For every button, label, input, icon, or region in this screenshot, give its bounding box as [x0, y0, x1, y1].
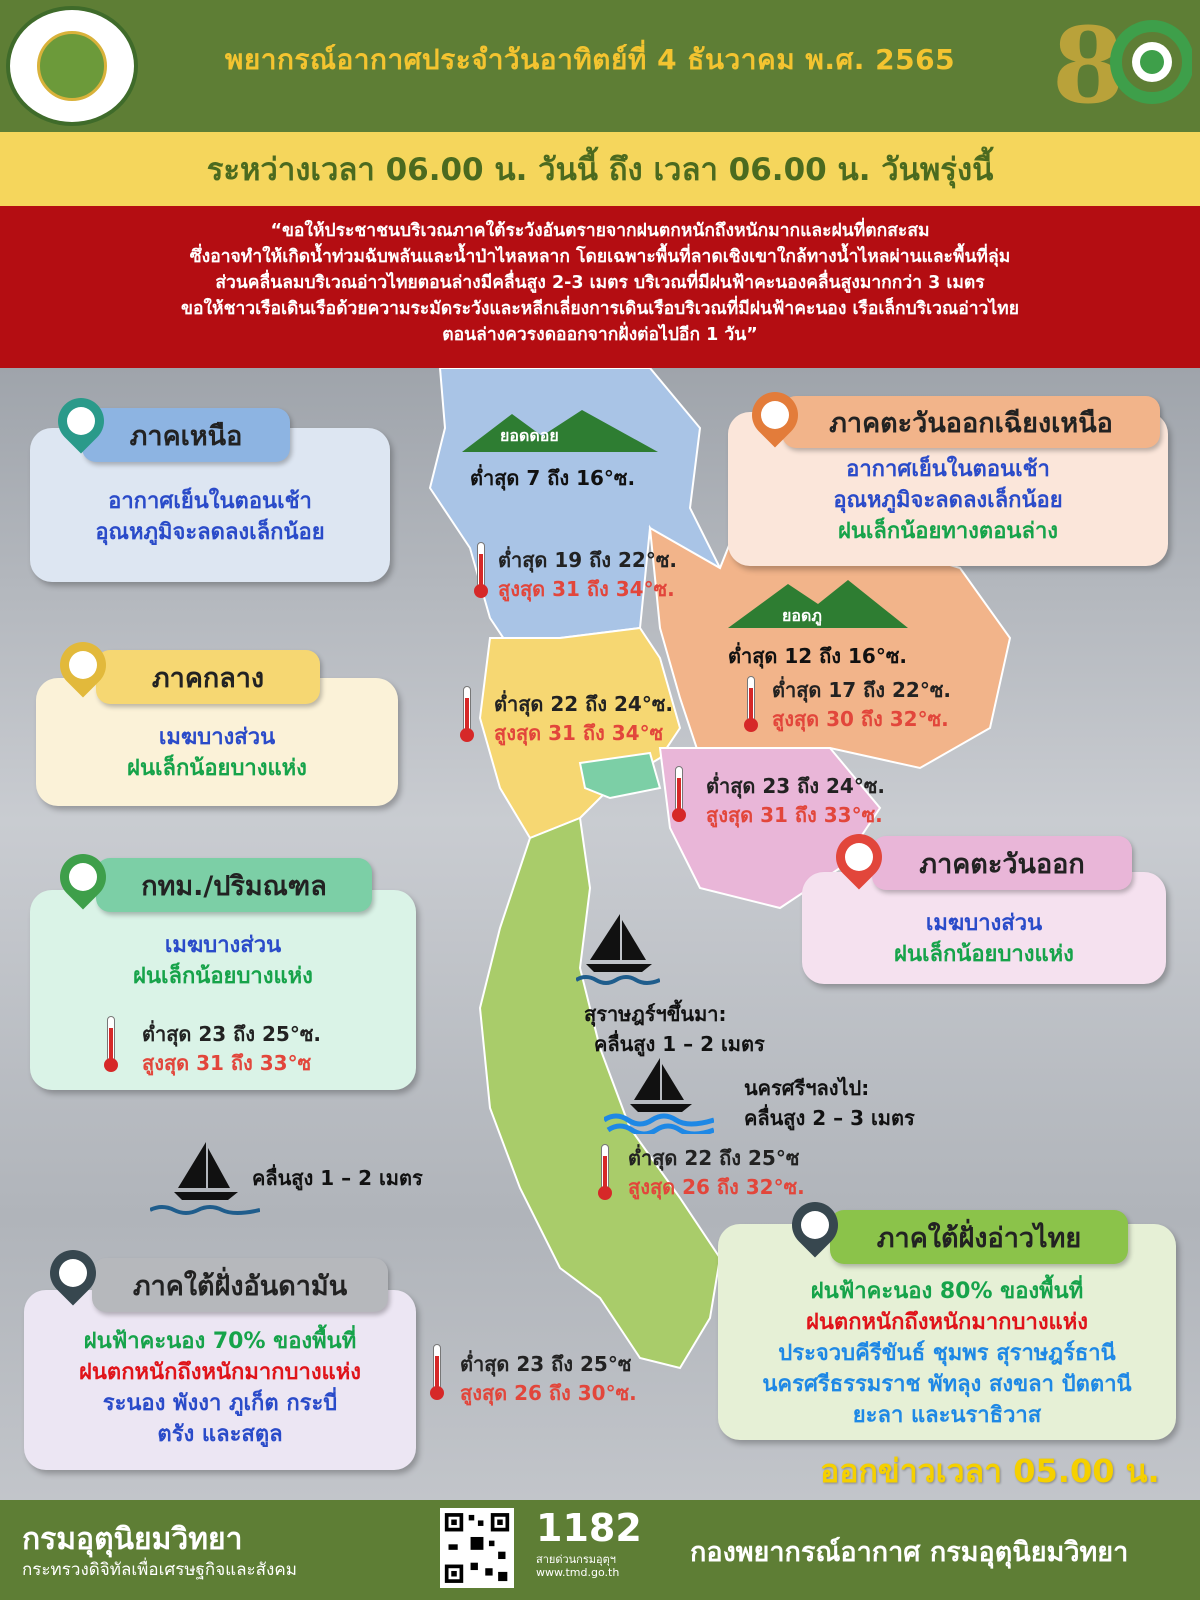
anniversary-80-logo	[1048, 10, 1192, 124]
thermometer-icon	[104, 1016, 118, 1074]
temp-east	[706, 772, 885, 830]
temp-central	[494, 690, 673, 748]
region-title-east: ภาคตะวันออก	[872, 836, 1132, 890]
ministry-name: กระทรวงดิจิทัลเพื่อเศรษฐกิจและสังคม	[22, 1560, 297, 1580]
temp-low: ต่ำสุด 22 ถึง 24°ซ.	[494, 692, 674, 716]
wave-gulf-upper-height: คลื่นสูง 1 – 2 เมตร	[594, 1032, 765, 1056]
warning-line: ตอนล่างควรงดออกจากฝั่งต่อไปอีก 1 วัน”	[442, 325, 758, 345]
temp-low: ต่ำสุด 23 ถึง 25°ซ	[460, 1352, 632, 1376]
forecast-period: ระหว่างเวลา 06.00 น. วันนี้ ถึง เวลา 06.00 น. วันพรุ่งนี้	[206, 152, 994, 188]
temp-low: ต่ำสุด 23 ถึง 25°ซ.	[142, 1022, 322, 1046]
mountain-icon	[462, 408, 658, 452]
region-title-northeast: ภาคตะวันออกเฉียงเหนือ	[782, 396, 1160, 448]
region-line: ฝนเล็กน้อยบางแห่ง	[133, 964, 313, 989]
forecast-period-bar	[0, 132, 1200, 206]
region-line: อุณหภูมิจะลดลงเล็กน้อย	[833, 488, 1063, 513]
region-line: ประจวบคีรีขันธ์ ชุมพร สุราษฎร์ธานี	[778, 1341, 1116, 1366]
thermometer-icon	[744, 676, 758, 734]
wave-andaman-height: คลื่นสูง 1 – 2 เมตร	[252, 1166, 423, 1190]
temp-high: สูงสุด 31 ถึง 34°ซ.	[498, 577, 675, 601]
issue-time: ออกข่าวเวลา 05.00 น.	[820, 1452, 1160, 1490]
warning-banner	[0, 206, 1200, 368]
warning-line: ส่วนคลื่นลมบริเวณอ่าวไทยตอนล่างมีคลื่นสูง 2-3 เมตร บริเวณที่มีฝนฟ้าคะนองคลื่นสูงมากกว่า 3 เมตร	[215, 273, 985, 293]
org-name: กรมอุตุนิยมวิทยา	[22, 1522, 243, 1557]
temp-high: สูงสุด 26 ถึง 32°ซ.	[628, 1175, 805, 1199]
temp-northeast	[772, 676, 951, 734]
region-line: เมฆบางส่วน	[158, 725, 276, 750]
temp-high: สูงสุด 30 ถึง 32°ซ.	[772, 707, 949, 731]
region-line: นครศรีธรรมราช พัทลุง สงขลา ปัตตานี	[762, 1372, 1132, 1397]
region-title-south-andaman: ภาคใต้ฝั่งอันดามัน	[92, 1258, 388, 1312]
wave-gulf-upper-area: สุราษฎร์ฯขึ้นมา:	[584, 1002, 727, 1026]
svg-text:8: 8	[1052, 10, 1125, 124]
region-title-south-gulf: ภาคใต้ฝั่งอ่าวไทย	[830, 1210, 1128, 1264]
temp-high: สูงสุด 31 ถึง 34°ซ	[494, 721, 664, 745]
temp-low: ต่ำสุด 23 ถึง 24°ซ.	[706, 774, 886, 798]
page-title: พยากรณ์อากาศประจำวันอาทิตย์ที่ 4 ธันวาคม พ.ศ. 2565	[224, 43, 956, 76]
temp-low: ต่ำสุด 22 ถึง 25°ซ	[628, 1146, 800, 1170]
website-link[interactable]: www.tmd.go.th	[536, 1566, 620, 1579]
region-line: เมฆบางส่วน	[164, 933, 282, 958]
region-line: ฝนเล็กน้อยบางแห่ง	[894, 942, 1074, 967]
region-line: อากาศเย็นในตอนเช้า	[108, 489, 312, 514]
wave-gulf-lower-area: นครศรีฯลงไป:	[744, 1076, 870, 1100]
warning-line: “ขอให้ประชาชนบริเวณภาคใต้ระวังอันตรายจากฝนตกหนักถึงหนักมากและฝนที่ตกสะสม	[270, 221, 930, 241]
peak-temp-phu: ต่ำสุด 12 ถึง 16°ซ.	[728, 644, 908, 668]
region-line: เมฆบางส่วน	[925, 911, 1043, 936]
region-line: ตรัง และสตูล	[157, 1422, 283, 1447]
qr-code-icon[interactable]	[440, 1508, 514, 1588]
thermometer-icon	[598, 1144, 612, 1202]
temp-bangkok	[142, 1020, 321, 1078]
region-line: อากาศเย็นในตอนเช้า	[846, 457, 1050, 482]
temp-low: ต่ำสุด 19 ถึง 22°ซ.	[498, 548, 678, 572]
region-title-north: ภาคเหนือ	[82, 408, 290, 462]
hotline-label: สายด่วนกรมอุตุฯ	[536, 1553, 616, 1566]
temp-high: สูงสุด 31 ถึง 33°ซ.	[706, 803, 883, 827]
region-line: ฝนฟ้าคะนอง 80% ของพื้นที่	[810, 1279, 1084, 1304]
region-line: ยะลา และนราธิวาส	[852, 1403, 1042, 1428]
peak-label-doi: ยอดดอย	[500, 426, 559, 445]
temp-high: สูงสุด 31 ถึง 33°ซ	[142, 1051, 312, 1075]
region-title-bangkok: กทม./ปริมณฑล	[96, 858, 372, 912]
temp-high: สูงสุด 26 ถึง 30°ซ.	[460, 1381, 637, 1405]
warning-line: ซึ่งอาจทำให้เกิดน้ำท่วมฉับพลันและน้ำป่าไหลหลาก โดยเฉพาะพื้นที่ลาดเชิงเขาใกล้ทางน้ำไหลผ่านและพื้นที่ลุ่ม	[189, 247, 1011, 267]
region-line: ฝนตกหนักถึงหนักมากบางแห่ง	[806, 1310, 1088, 1335]
thermometer-icon	[672, 766, 686, 824]
peak-temp-doi: ต่ำสุด 7 ถึง 16°ซ.	[470, 466, 636, 490]
temp-south-west	[460, 1350, 637, 1408]
sailboat-icon	[604, 1054, 714, 1134]
temp-north	[498, 546, 677, 604]
region-line: ฝนฟ้าคะนอง 70% ของพื้นที่	[83, 1329, 357, 1354]
thermometer-icon	[474, 542, 488, 600]
peak-label-phu: ยอดภู	[782, 606, 822, 625]
ministry-logo	[6, 6, 138, 126]
sailboat-icon	[150, 1138, 260, 1216]
region-line: ฝนเล็กน้อยบางแห่ง	[127, 756, 307, 781]
region-line: ฝนเล็กน้อยทางตอนล่าง	[837, 519, 1059, 544]
temp-south-east	[628, 1144, 805, 1202]
thermometer-icon	[460, 686, 474, 744]
region-line: ระนอง พังงา ภูเก็ต กระบี่	[102, 1391, 338, 1416]
ministry-emblem-icon	[37, 31, 107, 101]
division-name: กองพยากรณ์อากาศ กรมอุตุนิยมวิทยา	[690, 1537, 1129, 1568]
region-line: ฝนตกหนักถึงหนักมากบางแห่ง	[79, 1360, 361, 1385]
wave-gulf-lower-height: คลื่นสูง 2 – 3 เมตร	[744, 1106, 915, 1130]
hotline-number: 1182	[536, 1506, 642, 1550]
region-line: อุณหภูมิจะลดลงเล็กน้อย	[95, 520, 325, 545]
sailboat-icon	[576, 910, 660, 986]
temp-low: ต่ำสุด 17 ถึง 22°ซ.	[772, 678, 952, 702]
region-card-south-andaman	[24, 1290, 416, 1470]
region-title-central: ภาคกลาง	[96, 650, 320, 704]
warning-line: ขอให้ชาวเรือเดินเรือด้วยความระมัดระวังและหลีกเลี่ยงการเดินเรือบริเวณที่มีฝนฟ้าคะนอง เรือเล็กบริเวณอ่าวไทย	[181, 299, 1019, 319]
thermometer-icon	[430, 1344, 444, 1402]
